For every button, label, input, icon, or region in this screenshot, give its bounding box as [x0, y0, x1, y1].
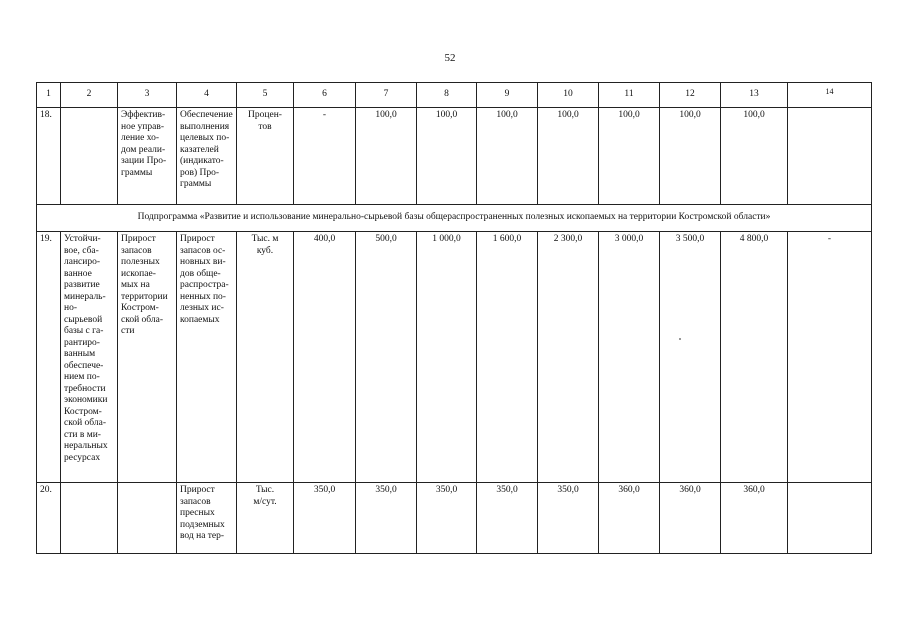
value-cell: 100,0	[721, 108, 788, 205]
value-cell: 350,0	[417, 483, 477, 554]
value-cell: 360,0	[660, 483, 721, 554]
goal-cell	[61, 108, 118, 205]
value-cell: -	[294, 108, 356, 205]
row-number: 18.	[37, 108, 61, 205]
value-cell: 100,0	[417, 108, 477, 205]
value-cell: 360,0	[721, 483, 788, 554]
value-cell: 350,0	[294, 483, 356, 554]
scan-speck	[679, 338, 681, 340]
page-number: 52	[444, 52, 456, 64]
column-number: 4	[177, 83, 237, 108]
indicators-table	[36, 82, 872, 554]
task-cell: Эффектив- ное управ- ление хо- дом реали- зации Про- граммы	[118, 108, 177, 205]
note-cell: -	[788, 232, 872, 483]
value-cell: 4 800,0	[721, 232, 788, 483]
table-row	[37, 108, 872, 205]
value-cell: 500,0	[356, 232, 417, 483]
goal-cell	[61, 483, 118, 554]
indicator-cell: Обеспечение выполнения целевых по- казателей (индикато- ров) Про- граммы	[177, 108, 237, 205]
column-number: 11	[599, 83, 660, 108]
value-cell: 1 000,0	[417, 232, 477, 483]
column-number: 13	[721, 83, 788, 108]
value-cell: 3 500,0	[660, 232, 721, 483]
table-row	[37, 483, 872, 554]
subprogram-title: Подпрограмма «Развитие и использование минерально-сырьевой базы общераспространенных полезных ископаемых на территории Костромской области»	[37, 205, 872, 232]
subprogram-row	[37, 205, 872, 232]
column-number: 5	[237, 83, 294, 108]
task-cell: Прирост запасов полезных ископае- мых на территории Костром- ской обла- сти	[118, 232, 177, 483]
task-cell	[118, 483, 177, 554]
value-cell: 350,0	[538, 483, 599, 554]
value-cell: 3 000,0	[599, 232, 660, 483]
value-cell: 100,0	[477, 108, 538, 205]
column-number: 10	[538, 83, 599, 108]
unit-cell: Тыс. м/сут.	[237, 483, 294, 554]
row-number: 19.	[37, 232, 61, 483]
value-cell: 100,0	[538, 108, 599, 205]
value-cell: 100,0	[356, 108, 417, 205]
column-number: 2	[61, 83, 118, 108]
column-number: 9	[477, 83, 538, 108]
value-cell: 100,0	[599, 108, 660, 205]
note-cell	[788, 483, 872, 554]
column-number: 3	[118, 83, 177, 108]
column-number: 8	[417, 83, 477, 108]
value-cell: 400,0	[294, 232, 356, 483]
value-cell: 100,0	[660, 108, 721, 205]
column-number: 1	[37, 83, 61, 108]
indicator-cell: Прирост запасов ос- новных ви- дов обще- распростра- ненных по- лезных ис- копаемых	[177, 232, 237, 483]
column-number: 12	[660, 83, 721, 108]
table-row	[37, 232, 872, 483]
value-cell: 360,0	[599, 483, 660, 554]
value-cell: 1 600,0	[477, 232, 538, 483]
row-number: 20.	[37, 483, 61, 554]
value-cell: 2 300,0	[538, 232, 599, 483]
column-number-row	[37, 83, 872, 108]
unit-cell: Тыс. м куб.	[237, 232, 294, 483]
value-cell: 350,0	[356, 483, 417, 554]
goal-cell: Устойчи- вое, сба- лансиро- ванное развитие минераль- но- сырьевой базы с га- рантиро- ванным обеспече- нием по- требности экономики Костром- ской обла- сти в ми- неральных ресурсах	[61, 232, 118, 483]
unit-cell: Процен- тов	[237, 108, 294, 205]
column-number: 14	[788, 83, 872, 108]
column-number: 6	[294, 83, 356, 108]
value-cell: 350,0	[477, 483, 538, 554]
indicator-cell: Прирост запасов пресных подземных вод на тер-	[177, 483, 237, 554]
column-number: 7	[356, 83, 417, 108]
note-cell	[788, 108, 872, 205]
